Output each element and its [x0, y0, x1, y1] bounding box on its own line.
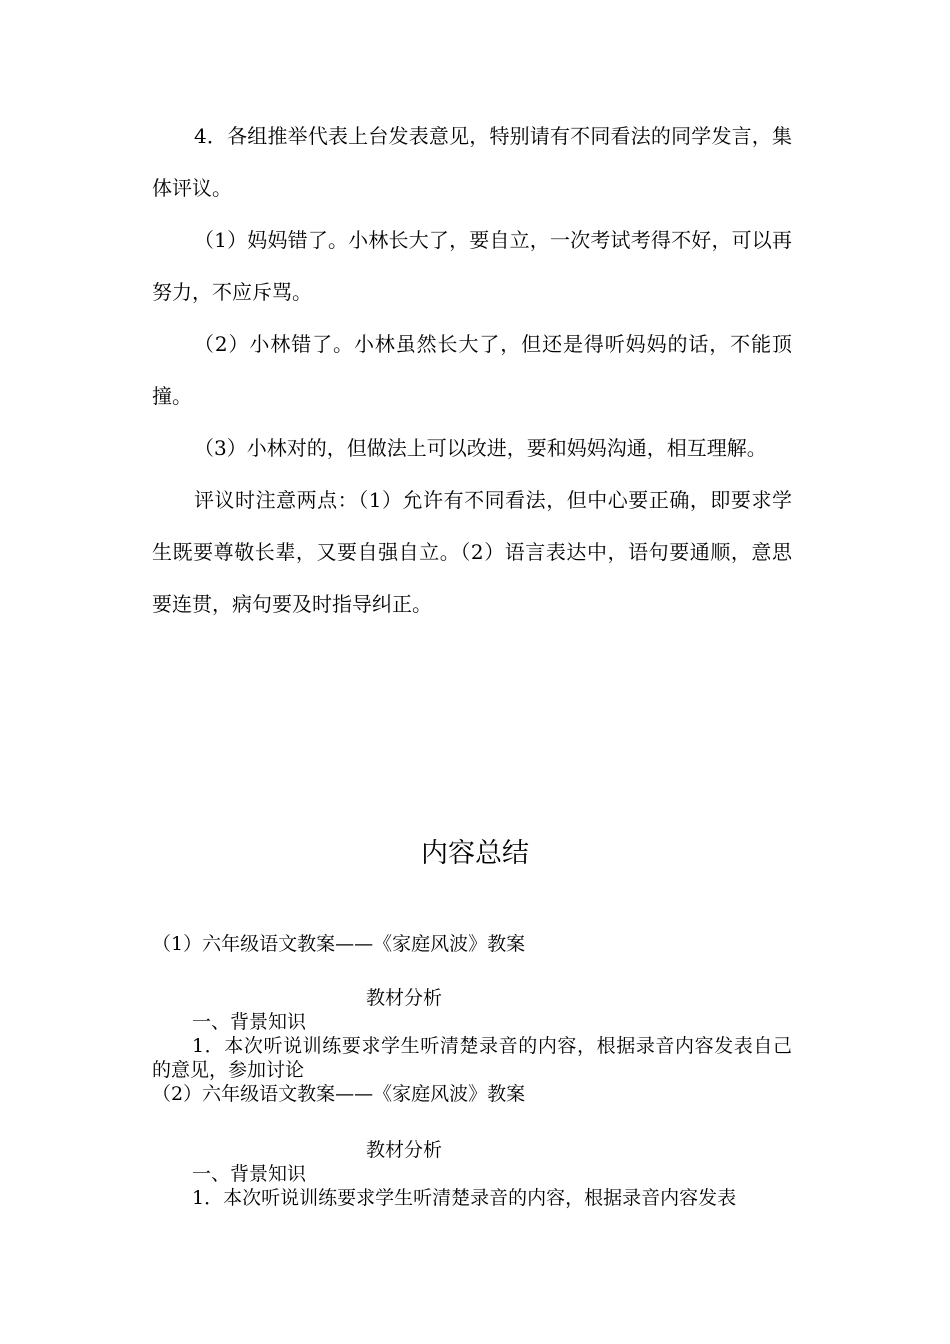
summary-item-subtitle: 教材分析 — [366, 1139, 443, 1161]
paragraph-evaluation-notes: 评议时注意两点：（1）允许有不同看法，但中心要正确，即要求学生既要尊敬长辈，又要自强自立。（2）语言表达中，语句要通顺，意思要连贯，病句要及时指导纠正。 — [152, 488, 792, 616]
paragraph-step-4: 4．各组推举代表上台发表意见，特别请有不同看法的同学发言，集体评议。 — [152, 124, 792, 200]
spacer — [152, 1106, 792, 1138]
summary-item-section: 一、背景知识 — [192, 1163, 307, 1185]
paragraph-view-2: （2）小林错了。小林虽然长大了，但还是得听妈妈的话，不能顶撞。 — [152, 332, 792, 408]
paragraph-view-3: （3）小林对的，但做法上可以改进，要和妈妈沟通，相互理解。 — [194, 436, 767, 460]
summary-item-heading: （1）六年级语文教案——《家庭风波》教案 — [152, 933, 526, 955]
summary-item-subtitle: 教材分析 — [366, 987, 443, 1009]
summary-item-heading: （2）六年级语文教案——《家庭风波》教案 — [152, 1083, 526, 1105]
summary-item-section: 一、背景知识 — [192, 1011, 307, 1033]
summary-item-text: 1．本次听说训练要求学生听清楚录音的内容，根据录音内容发表 — [192, 1187, 737, 1209]
summary-item-text: 1．本次听说训练要求学生听清楚录音的内容，根据录音内容发表自己的意见，参加讨论 — [152, 1035, 792, 1081]
paragraph-view-1: （1）妈妈错了。小林长大了，要自立，一次考试考得不好，可以再努力，不应斥骂。 — [152, 228, 792, 304]
spacer — [152, 956, 792, 986]
lesson-body — [152, 110, 792, 630]
summary-title: 内容总结 — [421, 838, 529, 869]
summary-section — [152, 932, 792, 1210]
